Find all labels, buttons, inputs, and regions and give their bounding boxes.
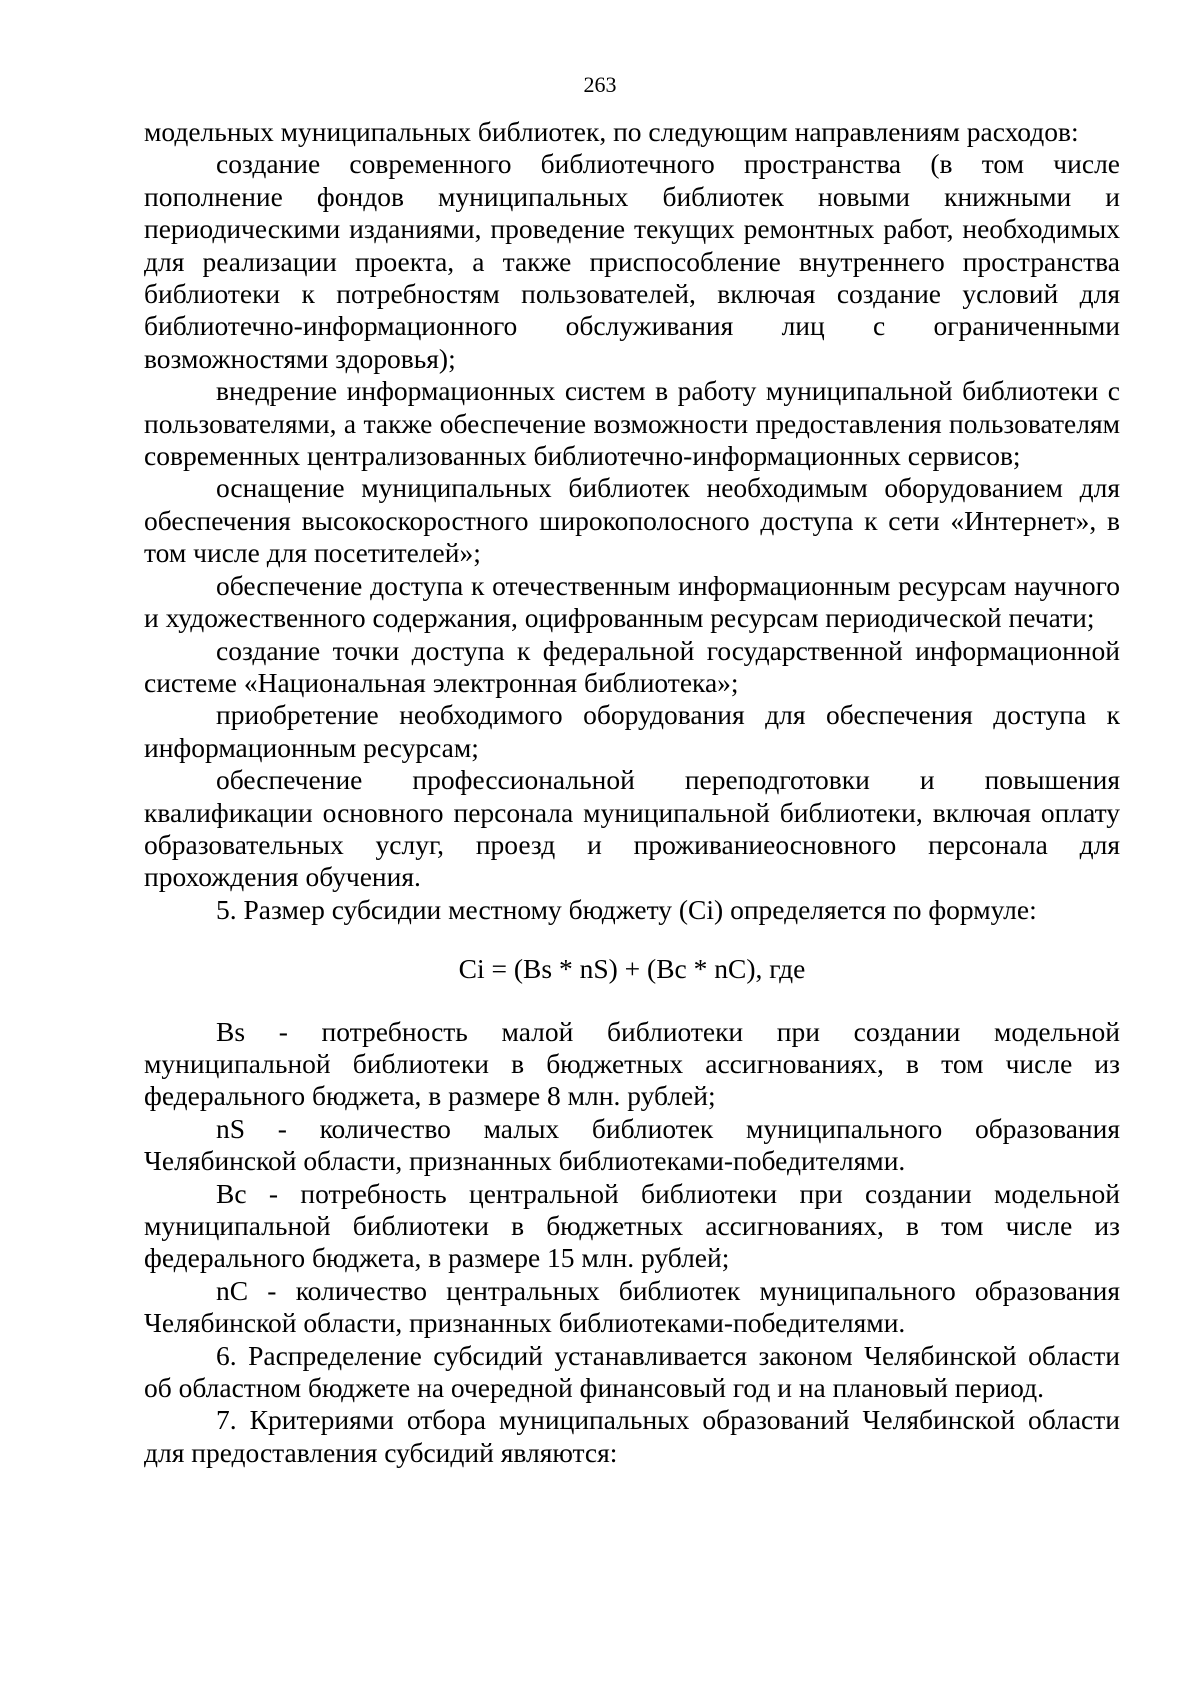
subsidy-formula: Ci = (Bs * nS) + (Bc * nC), где	[458, 953, 806, 985]
definition-nc: nC - количество центральных библиотек муниципального образования Челябинской области, признанных библиотеками-победителями.	[144, 1274, 1120, 1339]
definition-bs: Bs - потребность малой библиотеки при создании модельной муниципальной библиотеки в бюджетных ассигнованиях, в том числе из федерального бюджета, в размере 8 млн. рублей;	[144, 1015, 1120, 1112]
paragraph-selection-criteria: 7. Критериями отбора муниципальных образований Челябинской области для предоставления субсидий являются:	[144, 1404, 1120, 1468]
paragraph-staff-training: обеспечение профессиональной переподготовки и повышения квалификации основного персонала муниципальной библиотеки, включая оплату образовательных услуг, проезд и проживаниеосновного персонала для прохождения обучения.	[144, 764, 1120, 893]
paragraph-equipment-purchase: приобретение необходимого оборудования для обеспечения доступа к информационным ресурсам;	[144, 699, 1120, 763]
paragraph-subsidy-size: 5. Размер субсидии местному бюджету (Ci) определяется по формуле:	[216, 893, 1037, 925]
paragraph-intro-continuation: модельных муниципальных библиотек, по следующим направлениям расходов:	[144, 116, 1079, 147]
page-number: 263	[583, 72, 617, 97]
document-body	[144, 116, 1120, 1469]
definition-bc: Bc - потребность центральной библиотеки при создании модельной муниципальной библиотеки в бюджетных ассигнованиях, в том числе из федерального бюджета, в размере 15 млн. рублей;	[144, 1177, 1120, 1274]
paragraph-internet-equipment: оснащение муниципальных библиотек необходимым оборудованием для обеспечения высокоскоростного широкополосного доступа к сети «Интернет», в том числе для посетителей»;	[144, 472, 1120, 569]
paragraph-national-library-access: создание точки доступа к федеральной государственной информационной системе «Национальная электронная библиотека»;	[144, 634, 1120, 698]
paragraph-library-space: создание современного библиотечного пространства (в том числе пополнение фондов муниципальных библиотек новыми книжными и периодическими изданиями, проведение текущих ремонтных работ, необходимых для реализации проекта, а также приспособление внутреннего пространства библиотеки к потребностям пользователей, включая создание условий для библиотечно-информационного обслуживания лиц с ограниченными возможностями здоровья);	[144, 148, 1120, 374]
paragraph-information-systems: внедрение информационных систем в работу муниципальной библиотеки с пользователями, а также обеспечение возможности предоставления пользователям современных централизованных библиотечно-информационных сервисов;	[144, 375, 1120, 472]
paragraph-resource-access: обеспечение доступа к отечественным информационным ресурсам научного и художественного содержания, оцифрованным ресурсам периодической печати;	[144, 569, 1120, 634]
definition-ns: nS - количество малых библиотек муниципального образования Челябинской области, признанных библиотеками-победителями.	[144, 1112, 1120, 1177]
paragraph-distribution: 6. Распределение субсидий устанавливается законом Челябинской области об областном бюджете на очередной финансовый год и на плановый период.	[144, 1339, 1120, 1404]
